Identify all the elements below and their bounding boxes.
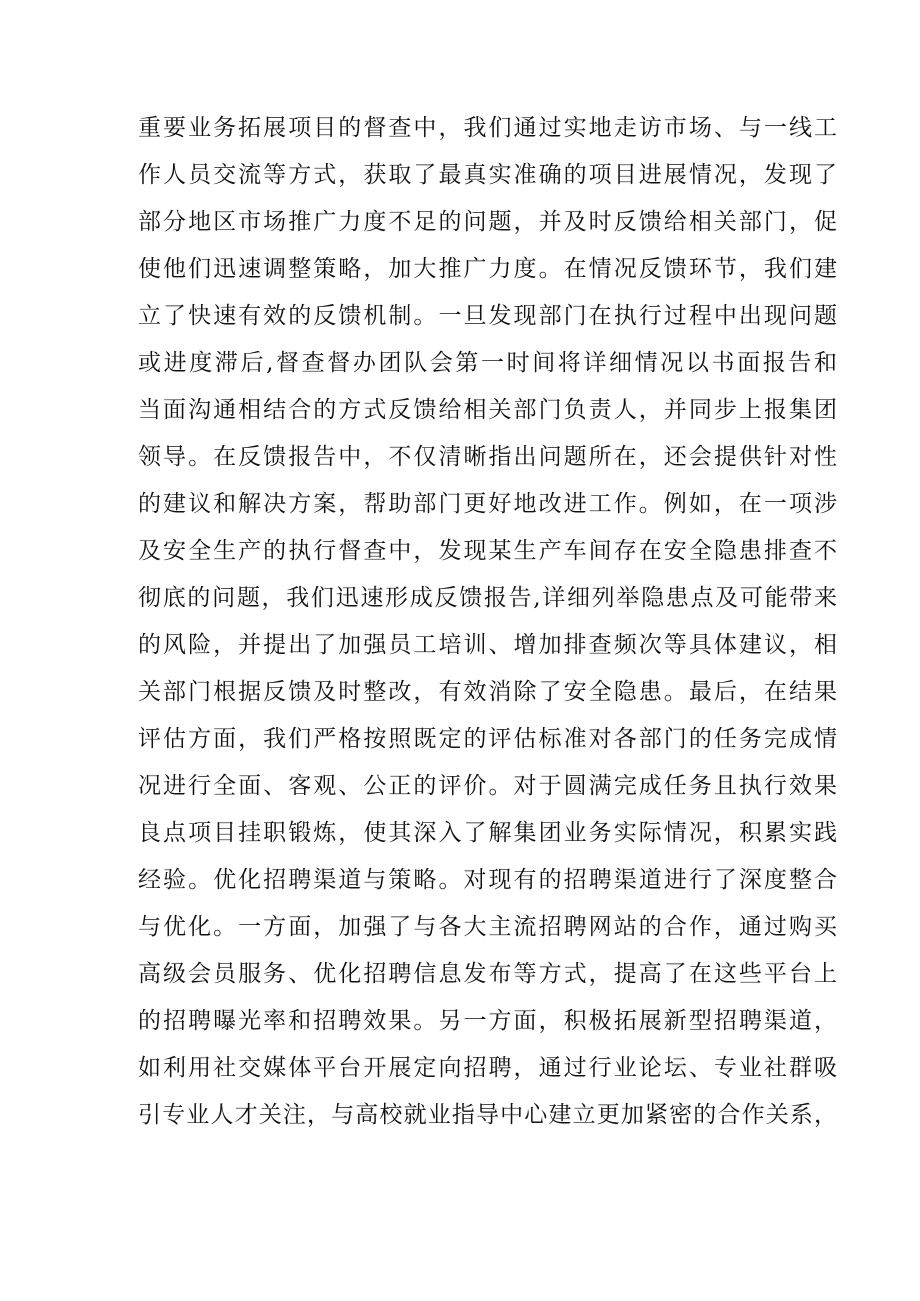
text-line: 立了快速有效的反馈机制。一旦发现部门在执行过程中出现问题 xyxy=(138,303,838,329)
text-line: 评估方面，我们严格按照既定的评估标准对各部门的任务完成情 xyxy=(138,726,838,752)
text-line: 的建议和解决方案，帮助部门更好地改进工作。例如，在一项涉 xyxy=(138,491,838,517)
text-line: 况进行全面、客观、公正的评价。对于圆满完成任务且执行效果 xyxy=(138,773,838,799)
text-line: 使他们迅速调整策略，加大推广力度。在情况反馈环节，我们建 xyxy=(138,256,838,282)
text-line: 重要业务拓展项目的督查中，我们通过实地走访市场、与一线工 xyxy=(138,115,838,141)
text-line: 彻底的问题，我们迅速形成反馈报告,详细列举隐患点及可能带来 xyxy=(138,585,838,611)
text-line: 关部门根据反馈及时整改，有效消除了安全隐患。最后，在结果 xyxy=(138,679,838,705)
text-line: 良点项目挂职锻炼，使其深入了解集团业务实际情况，积累实践 xyxy=(138,820,838,846)
text-line: 经验。优化招聘渠道与策略。对现有的招聘渠道进行了深度整合 xyxy=(138,867,838,893)
text-line: 或进度滞后,督查督办团队会第一时间将详细情况以书面报告和 xyxy=(138,350,838,376)
text-line: 的招聘曝光率和招聘效果。另一方面，积极拓展新型招聘渠道， xyxy=(138,1008,838,1034)
text-line: 领导。在反馈报告中，不仅清晰指出问题所在，还会提供针对性 xyxy=(138,444,838,470)
body-text xyxy=(138,105,838,1139)
text-line: 及安全生产的执行督查中，发现某生产车间存在安全隐患排查不 xyxy=(138,538,838,564)
text-line: 引专业人才关注，与高校就业指导中心建立更加紧密的合作关系， xyxy=(138,1102,838,1128)
text-line: 的风险，并提出了加强员工培训、增加排查频次等具体建议，相 xyxy=(138,632,838,658)
text-line: 与优化。一方面，加强了与各大主流招聘网站的合作，通过购买 xyxy=(138,914,838,940)
text-line: 如利用社交媒体平台开展定向招聘，通过行业论坛、专业社群吸 xyxy=(138,1055,838,1081)
text-line: 部分地区市场推广力度不足的问题，并及时反馈给相关部门，促 xyxy=(138,209,838,235)
text-line: 作人员交流等方式，获取了最真实准确的项目进展情况，发现了 xyxy=(138,162,838,188)
text-line: 高级会员服务、优化招聘信息发布等方式，提高了在这些平台上 xyxy=(138,961,838,987)
text-line: 当面沟通相结合的方式反馈给相关部门负责人，并同步上报集团 xyxy=(138,397,838,423)
